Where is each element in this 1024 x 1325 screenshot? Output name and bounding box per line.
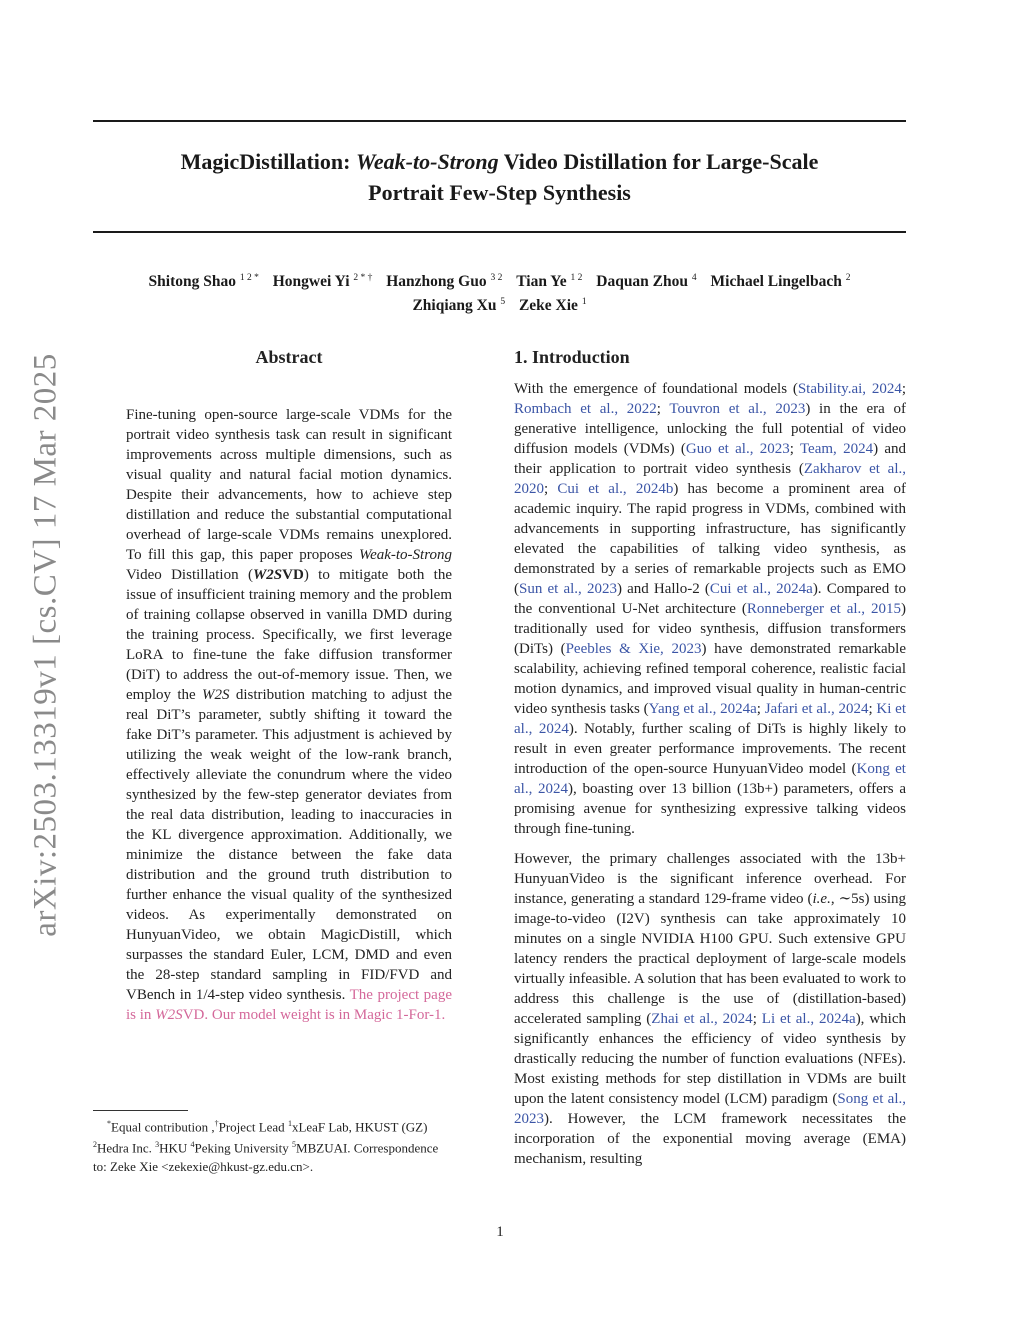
author-affiliation: 1 2 * xyxy=(239,273,259,283)
abstract-span: Weak-to-Strong xyxy=(358,547,452,563)
intro-text: ) have demonstrated remarkable scalability, achieving refined temporal coherence, realistic facial motion dynamics, and improved visual quality in human-centric video synthesis tasks ( xyxy=(514,641,906,717)
author-affiliation: 4 xyxy=(691,273,697,283)
title-bottom-rule xyxy=(93,231,906,233)
author xyxy=(596,273,696,290)
intro-paragraph-2 xyxy=(514,849,906,1169)
intro-text: ) has become a prominent area of academic inquiry. The rapid progress in VDMs, combined with advancements in supporting infrastructure, has significantly elevated the capabilities of talking video synthesis, as demonstrated by a series of remarkable projects such as EMO ( xyxy=(514,481,906,597)
link-text[interactable]: VD. xyxy=(182,1007,209,1023)
citation-link[interactable]: Ronneberger et al., 2015 xyxy=(746,601,901,617)
author-name: Shitong Shao xyxy=(148,273,236,291)
intro-text: i.e. xyxy=(812,891,831,907)
intro-text: With the emergence of foundational models ( xyxy=(514,381,798,397)
abstract-heading: Abstract xyxy=(255,347,323,367)
footnote-text: MBZUAI. Correspondence xyxy=(296,1140,439,1156)
abstract-span: W2S xyxy=(252,567,283,583)
citation-link[interactable]: Guo et al., 2023 xyxy=(685,441,790,457)
link-text[interactable]: W2S xyxy=(155,1007,183,1023)
intro-text: , ∼5s) using image-to-video (I2V) synthesis can take approximately 10 minutes on a single NVIDIA H100 GPU. Such extensive GPU latency renders the practical deployment of large-scale models virtually infeasible. A solution that has been evaluated to work to address this challenge is the use of (distillation-based) accelerated sampling ( xyxy=(514,891,906,1027)
footnote-marker: 5 xyxy=(292,1140,297,1150)
intro-text: ; xyxy=(756,701,765,717)
abstract-span: W2S xyxy=(202,687,230,703)
intro-text: ; xyxy=(544,481,558,497)
intro-text: ) in the era of generative intelligence, unlocking the full potential of video diffusion models (VDMs) ( xyxy=(514,401,907,457)
footnote-text: Equal contribution , xyxy=(111,1119,215,1135)
introduction-heading: 1. Introduction xyxy=(514,347,630,367)
title-part-italic: Weak-to-Strong xyxy=(355,149,499,174)
abstract-span: distribution matching to adjust the real DiT’s parameter, subtly shifting it toward the fake DiT’s parameter. This adjustment is achieved by utilizing the weak weight of the low-rank branch, effectively alleviate the conundrum where the video synthesized by the few-step generator deviates from the real data distribution, leading to inaccuracies in the KL divergence approximation. Additionally, we minimize the distance between the fake data distribution and the ground truth distribution to further enhance the visual quality of the synthesized videos. As experimentally demonstrated on HunyuanVideo, we obtain MagicDistill, which surpasses the standard Euler, LCM, DMD and even the 28-step standard sampling in FID/FVD and VBench in 1/4-step video synthesis. xyxy=(126,687,452,1003)
author-affiliation: 1 xyxy=(581,297,587,308)
author xyxy=(519,297,587,314)
footnote-text: HKU xyxy=(159,1140,191,1156)
intro-text: ). However, the LCM framework necessitates the incorporation of the exponential moving average (EMA) mechanism, resulting xyxy=(514,1111,906,1167)
intro-text: ). Notably, further scaling of DiTs is highly likely to result in even greater performance improvements. The recent introduction of the open-source HunyuanVideo model ( xyxy=(514,721,907,777)
intro-text: ), boasting over 13 billion (13b+) parameters, offers a promising avenue for synthesizing expressive talking videos through fine-tuning. xyxy=(514,781,906,837)
footnote-marker: 2 xyxy=(93,1140,97,1150)
citation-link[interactable]: Kong et al., 2024 xyxy=(514,761,906,797)
citation-link[interactable]: Yang et al., 2024a xyxy=(648,701,757,717)
footnote-marker: 1 xyxy=(287,1119,292,1128)
author xyxy=(412,297,505,314)
citation-link[interactable]: Jafari et al., 2024 xyxy=(764,701,869,717)
citation-link[interactable]: Song et al., 2023 xyxy=(514,1091,906,1127)
footnote-marker: 3 xyxy=(155,1140,160,1150)
page-number: 1 xyxy=(496,1224,504,1240)
abstract-span: Video Distillation ( xyxy=(126,567,253,583)
intro-text: ) traditionally used for video synthesis, diffusion transformers (DiTs) ( xyxy=(514,601,906,657)
footnote-text: Peking University xyxy=(194,1140,293,1156)
title-line-2: Portrait Few-Step Synthesis xyxy=(368,180,631,205)
author-name: Michael Lingelbach xyxy=(710,273,842,291)
abstract-span: Fine-tuning open-source large-scale VDMs for the portrait video synthesis task can result in significant improvements across multiple dimensions, such as visual quality and natural facial motion dynamics. Despite their advancements, how to achieve step distillation and reduce the substantial computational overhead of large-scale VDMs remains unexplored. To fill this gap, this paper proposes xyxy=(126,407,452,563)
footnote-marker: * xyxy=(107,1119,111,1128)
author-name: Hanzhong Guo xyxy=(386,273,487,291)
author-list xyxy=(93,268,906,316)
citation-link[interactable]: Zakharov et al., 2020 xyxy=(514,461,907,497)
paper-title xyxy=(93,146,906,208)
title-top-rule xyxy=(93,120,906,122)
intro-text: ) and their application to portrait video synthesis ( xyxy=(514,441,907,477)
citation-link[interactable]: Team, 2024 xyxy=(799,441,874,457)
footnote-line-1 xyxy=(93,1115,488,1136)
footnote-text: xLeaF Lab, HKUST (GZ) xyxy=(291,1119,428,1135)
title-part-c: Video Distillation for Large-Scale xyxy=(498,149,819,174)
author xyxy=(516,273,582,290)
intro-text: ; xyxy=(789,441,800,457)
author-affiliation: 2 xyxy=(845,273,851,283)
author xyxy=(149,273,259,290)
citation-link[interactable]: Peebles & Xie, 2023 xyxy=(565,641,702,657)
intro-text: ; xyxy=(901,381,906,397)
abstract-column xyxy=(126,345,452,1025)
author-name: Daquan Zhou xyxy=(596,273,689,291)
author-name: Zhiqiang Xu xyxy=(412,297,497,315)
citation-link[interactable]: Li et al., 2024a xyxy=(761,1011,856,1027)
introduction-column xyxy=(514,345,906,1169)
footnote-text: Project Lead xyxy=(218,1119,288,1135)
model-weight-link[interactable]: Our model weight is in Magic 1-For-1. xyxy=(211,1007,446,1023)
author-affiliation: 3 2 xyxy=(490,273,503,283)
abstract-span: ) to mitigate both the issue of insufficient training memory and the problem of training collapse observed in vanilla DMD during the training process. Specifically, we first leverage LoRA to fine-tune the fake diffusion transformer (DiT) to address the out-of-memory issue. Then, we employ the xyxy=(126,567,452,703)
arxiv-stamp: arXiv:2503.13319v1 [cs.CV] 17 Mar 2025 xyxy=(27,353,64,937)
link-text[interactable]: The project page is in xyxy=(126,987,452,1023)
intro-text: ). Compared to the conventional U-Net architecture ( xyxy=(514,581,907,617)
footnote-marker: † xyxy=(214,1119,219,1128)
intro-text: ) and Hallo-2 ( xyxy=(616,581,710,597)
intro-text: ; xyxy=(656,401,670,417)
title-part-a: MagicDistillation: xyxy=(180,149,356,174)
intro-text: ), which significantly enhances the efficiency of video synthesis by drastically reducing the number of function evaluations (NFEs). Most existing methods for step distillation in VDMs are built upon the latent consistency model (LCM) paradigm ( xyxy=(514,1011,907,1107)
footnote-text: Hedra Inc. xyxy=(97,1140,156,1156)
citation-link[interactable]: Ki et al., 2024 xyxy=(514,701,907,737)
citation-link[interactable]: Touvron et al., 2023 xyxy=(669,401,806,417)
citation-link[interactable]: Cui et al., 2024a xyxy=(709,581,813,597)
citation-link[interactable]: Stability.ai, 2024 xyxy=(797,381,902,397)
footnote-line-2 xyxy=(93,1136,488,1157)
intro-paragraph-1 xyxy=(514,379,906,839)
citation-link[interactable]: Rombach et al., 2022 xyxy=(514,401,657,417)
footnote-marker: 4 xyxy=(190,1140,195,1150)
author-affiliation: 5 xyxy=(500,297,506,308)
author xyxy=(711,273,851,290)
citation-link[interactable]: Sun et al., 2023 xyxy=(519,581,617,597)
author-affiliation: 2 * † xyxy=(353,273,373,283)
footnote-line-3: to: Zeke Xie <zekexie@hkust-gz.edu.cn>. xyxy=(93,1158,314,1174)
abstract-text xyxy=(126,405,452,1025)
author-affiliation: 1 2 xyxy=(570,273,583,283)
citation-link[interactable]: Zhai et al., 2024 xyxy=(651,1011,753,1027)
intro-text: However, the primary challenges associated with the 13b+ HunyuanVideo is the significant inference overhead. For instance, generating a standard 129-frame video ( xyxy=(514,851,906,907)
author-name: Zeke Xie xyxy=(518,297,578,315)
citation-link[interactable]: Cui et al., 2024b xyxy=(557,481,674,497)
abstract-span: VD xyxy=(282,567,304,583)
footnote xyxy=(93,1115,488,1176)
footnote-rule xyxy=(93,1110,188,1111)
author xyxy=(386,273,502,290)
intro-text: ; xyxy=(752,1011,762,1027)
intro-text: ; xyxy=(868,701,877,717)
author-name: Hongwei Yi xyxy=(272,273,350,291)
author xyxy=(273,273,373,290)
author-name: Tian Ye xyxy=(516,273,567,291)
